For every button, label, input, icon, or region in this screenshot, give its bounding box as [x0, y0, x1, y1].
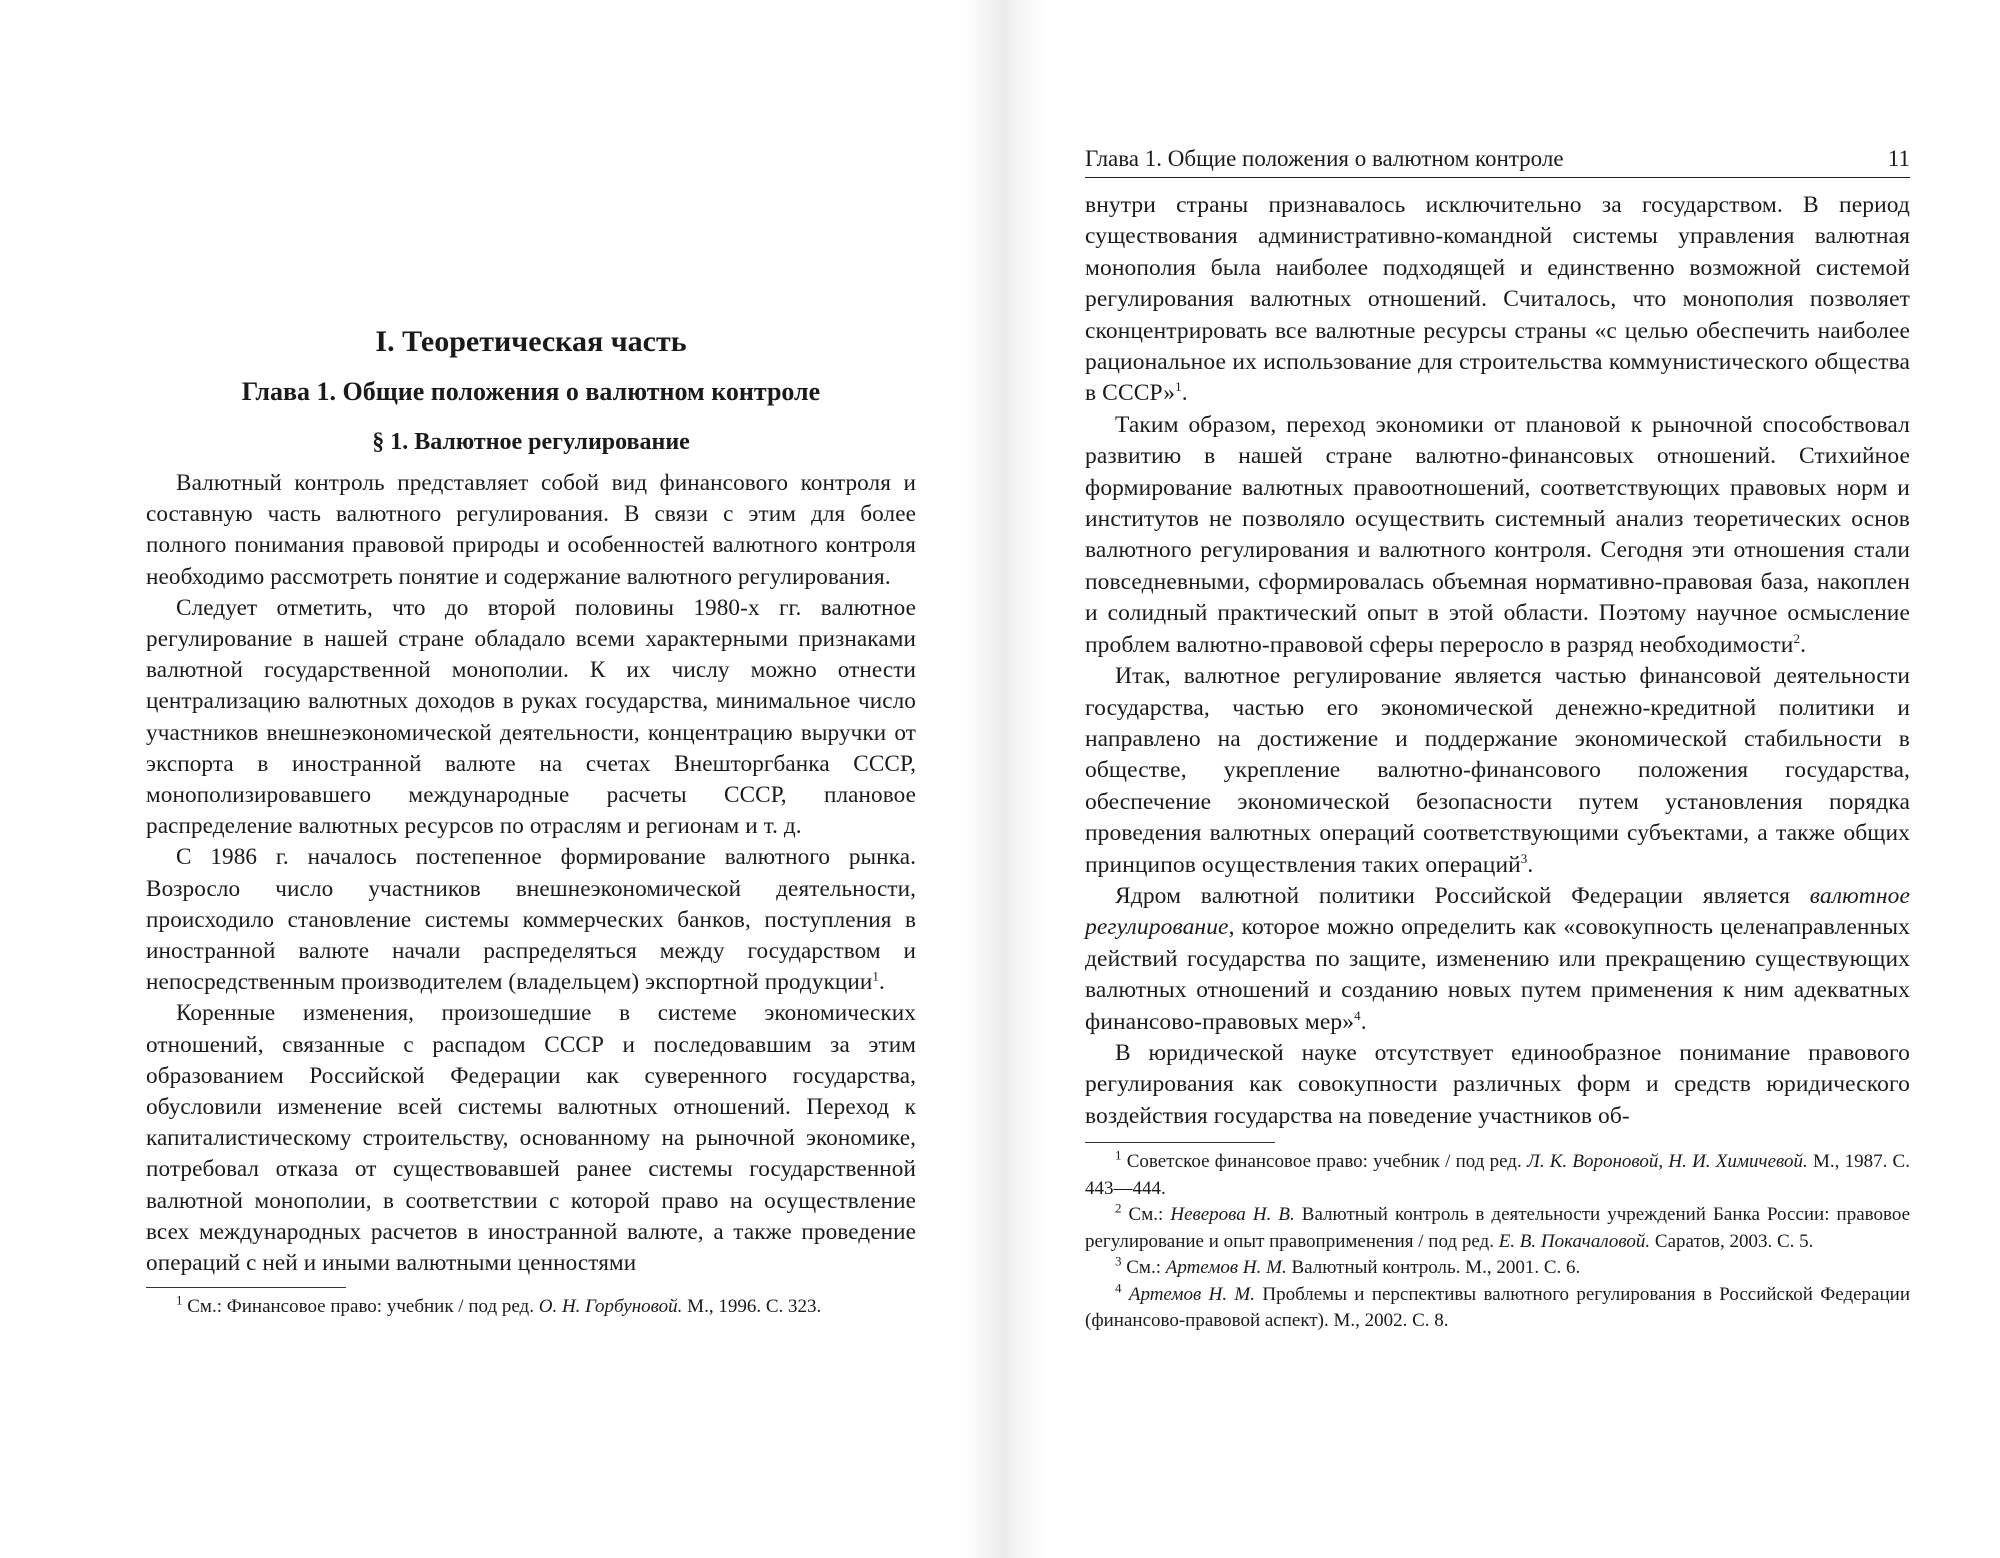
footnote-text: См.: [1121, 1257, 1166, 1279]
footnote-text-end: Саратов, 2003. С. 5. [1650, 1230, 1814, 1252]
paragraph-text: , которое можно определить как «совокупность целенаправленных действий государства по защите, изменению или прекращению существующих валютных отношений и созданию новых путем применения к ним адекватных финансово-правовых мер» [1085, 914, 1910, 1035]
footnote [1085, 1149, 1910, 1202]
paragraph: Коренные изменения, произошедшие в системе экономических отношений, связанные с распадом СССР и последовавшим за этим образованием Российской Федерации как суверенного государства, обусловили изменение всей системы валютных отношений. Переход к капиталистическому строительству, основанному на рыночной экономике, потребовал отказа от существовавшей ранее системы государственной валютной монополии, в соответствии с которой право на осуществление всех международных расчетов в иностранной валюте, а также проведение операций с ней и иными валютными ценностями [146, 1000, 916, 1277]
paragraph: Ядром валютной политики Российской Федерации является валютное регулирование, которое можно определить как «совокупность целенаправленных действий государства по защите, изменению или прекращению существующих валютных отношений и созданию новых путем применения к ним адекватных финансово-правовых мер»$^4$. [1085, 882, 1910, 1035]
page-number: 11 [1887, 146, 1910, 171]
footnote-text-end: Проблемы и перспективы валютного регулирования в Российской Федерации (финансово-правовой аспект). М., 2002. С. 8. [1085, 1283, 1910, 1332]
footnote-rule [1085, 1142, 1275, 1143]
footnote [146, 1294, 916, 1320]
paragraph: Таким образом, переход экономики от плановой к рыночной способствовал развитию в нашей стране валютно-финансовых отношений. Стихийное формирование валютных правоотношений, соответствующих правовых норм и институтов не позволяло осуществить системный анализ теоретических основ валютного регулирования и валютного контроля. Сегодня эти отношения стали повседневными, сформировалась объемная нормативно-правовая база, накоплен и солидный практический опыт в этой области. Поэтому научное осмысление проблем валютно-правовой сферы переросло в разряд необходимости$^2$. [1085, 411, 1910, 658]
running-head [1085, 144, 1910, 178]
italic-term: валютное регулирование [1085, 882, 1910, 941]
footnote-rule [146, 1287, 346, 1288]
gutter-shadow [1005, 0, 1045, 1558]
footnote-editor: О. Н. Горбуновой. [538, 1296, 683, 1318]
footnote-text: См.: Финансовое право: учебник / под ред. [182, 1296, 539, 1318]
paragraph: В юридической науке отсутствует единообразное понимание правового регулирования как совокупности различных форм и средств юридического воздействия государства на поведение участников об- [1085, 1039, 1910, 1129]
footnote-text-end: Валютный контроль. М., 2001. С. 6. [1286, 1257, 1581, 1279]
running-head-title: Глава 1. Общие положения о валютном контроле [1085, 146, 1564, 171]
footnote-mark[interactable]: 3 [1520, 850, 1528, 866]
paragraph: Валютный контроль представляет собой вид финансового контроля и составную часть валютного регулирования. В связи с этим для более полного понимания правовой природы и особенностей валютного контроля необходимо рассмотреть понятие и содержание валютного регулирования. [146, 470, 916, 590]
paragraph: С 1986 г. началось постепенное формирование валютного рынка. Возросло число участников внешнеэкономической деятельности, происходило становление системы коммерческих банков, поступления в иностранной валюте начали распределяться между государством и непосредственным производителем (владельцем) экспортной продукции$^1$. [146, 844, 916, 996]
footnote-number: 3 [1115, 1253, 1122, 1269]
part-title: I. Теоретическая часть [375, 325, 687, 358]
gutter-shadow [965, 0, 1005, 1558]
footnote [1085, 1255, 1910, 1282]
paragraph: Следует отметить, что до второй половины 1980-х гг. валютное регулирование в нашей стране обладало всеми характерными признаками валютной государственной монополии. К их числу можно отнести централизацию валютных доходов в руках государства, минимальное число участников внешнеэкономической деятельности, концентрацию выручки от экспорта в иностранной валюте на счетах Внешторгбанка СССР, монополизировавшего международные расчеты СССР, плановое распределение валютных ресурсов по отраслям и регионам и т. д. [146, 594, 916, 840]
section-title: § 1. Валютное регулирование [372, 429, 690, 455]
footnote-editor: Л. К. Вороновой, Н. И. Химичевой. [1526, 1151, 1808, 1173]
chapter-title: Глава 1. Общие положения о валютном контроле [241, 377, 821, 406]
footnote-number: 4 [1115, 1280, 1122, 1296]
footnote-number: 1 [176, 1292, 183, 1308]
footnote-mark[interactable]: 2 [1793, 630, 1801, 646]
paragraph-text: Ядром валютной политики Российской Федерации является [1115, 882, 1810, 909]
footnote-text: Валютный контроль в деятельности учреждений Банка России: правовое регулирование и опыт правоприменения / под ред. [1085, 1204, 1911, 1252]
paragraph: внутри страны признавалось исключительно за государством. В период существования административно-командной системы управления валютная монополия была наиболее подходящей и единственно возможной системой регулирования валютных отношений. Считалось, что монополия позволяет сконцентрировать все валютные ресурсы страны «с целью обеспечить наиболее рациональное их использование для строительства коммунистического общества в СССР»$^1$. [1085, 192, 1910, 407]
footnote-text-end: М., 1987. С. 443—444. [1085, 1151, 1910, 1199]
footnote-editor: Е. В. Покачаловой. [1498, 1230, 1651, 1252]
paragraph: Итак, валютное регулирование является частью финансовой деятельности государства, частью его экономической денежно-кредитной политики и направлено на достижение и поддержание экономической стабильности в обществе, укрепление валютно-финансового положения государства, обеспечение экономической безопасности путем установления порядка проведения валютных операций соответствующими субъектами, а также общих принципов осуществления таких операций$^3$. [1085, 663, 1910, 878]
paragraph-text: Итак, валютное регулирование является частью финансовой деятельности государства, частью его экономической денежно-кредитной политики и направлено на достижение и поддержание экономической стабильности в обществе, укрепление валютно-финансового положения государства, обеспечение экономической безопасности путем установления порядка проведения валютных операций соответствующими субъектами, а также общих принципов осуществления таких операций [1085, 663, 1910, 878]
footnote-author: Неверова Н. В. [1170, 1204, 1295, 1226]
footnote-number: 2 [1115, 1200, 1122, 1216]
paragraph-text: С 1986 г. началось постепенное формирование валютного рынка. Возросло число участников внешнеэкономической деятельности, происходило становление системы коммерческих банков, поступления в иностранной валюте начали распределяться между государством и непосредственным производителем (владельцем) экспортной продукции [146, 844, 916, 996]
footnote-text: См.: [1121, 1204, 1171, 1226]
footnote-text: Советское финансовое право: учебник / под ред. [1121, 1151, 1527, 1173]
footnote-mark[interactable]: 1 [1175, 379, 1182, 395]
footnote-author: Артемов Н. М. [1165, 1257, 1287, 1279]
right-text-column [1085, 190, 1910, 1335]
footnote-text [1122, 1284, 1129, 1305]
left-text-column [146, 322, 916, 1320]
footnote-mark[interactable]: 4 [1354, 1007, 1361, 1023]
footnote-number: 1 [1115, 1147, 1122, 1163]
footnote-author: Артемов Н. М. [1128, 1283, 1255, 1305]
footnote [1085, 1282, 1910, 1335]
footnote-text-end: М., 1996. С. 323. [682, 1296, 822, 1318]
footnote [1085, 1202, 1910, 1255]
paragraph-text: внутри страны признавалось исключительно за государством. В период существования административно-командной системы управления валютная монополия была наиболее подходящей и единственно возможной системой регулирования валютных отношений. Считалось, что монополия позволяет сконцентрировать все валютные ресурсы страны «с целью обеспечить наиболее рациональное их использование для строительства коммунистического общества в СССР» [1085, 192, 1910, 407]
paragraph-text: Таким образом, переход экономики от плановой к рыночной способствовал развитию в нашей стране валютно-финансовых отношений. Стихийное формирование валютных правоотношений, соответствующих правовых норм и институтов не позволяло осуществить системный анализ теоретических основ валютного регулирования и валютного контроля. Сегодня эти отношения стали повседневными, сформировалась объемная нормативно-правовая база, накоплен и солидный практический опыт в этой области. Поэтому научное осмысление проблем валютно-правовой сферы переросло в разряд необходимости [1085, 411, 1910, 658]
footnote-mark[interactable]: 1 [872, 968, 880, 984]
